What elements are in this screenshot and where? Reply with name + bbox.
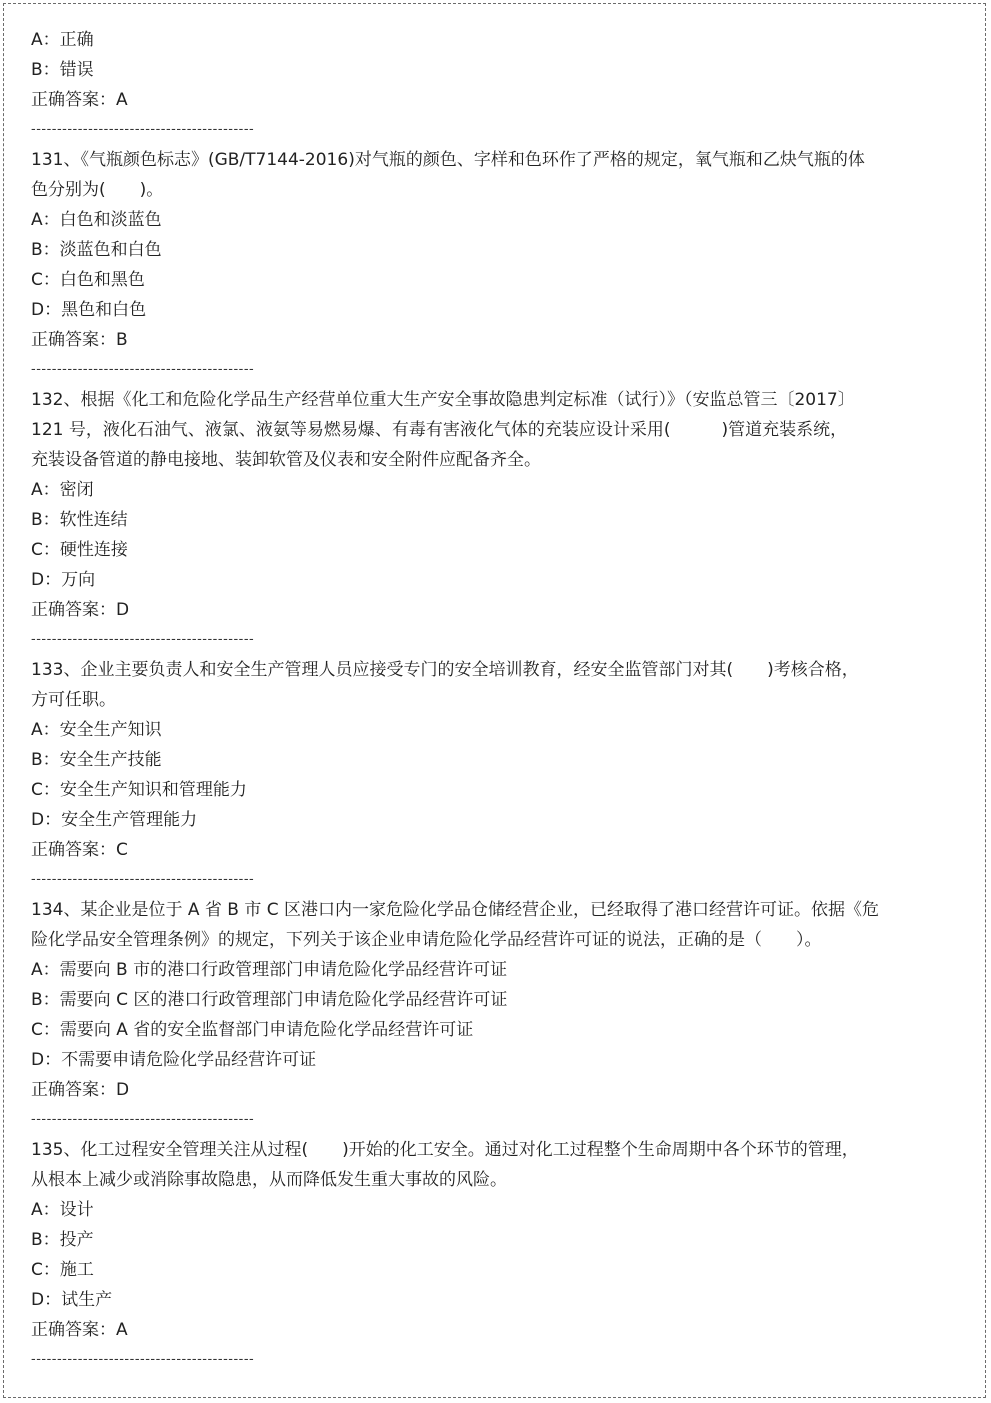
option-c: C：需要向 A 省的安全监督部门申请危险化学品经营许可证	[31, 1020, 474, 1040]
question-text: 131、《气瓶颜色标志》(GB/T7144-2016)对气瓶的颜色、字样和色环作了严格的规定，氧气瓶和乙炔气瓶的体	[31, 150, 865, 170]
separator: -------------------------------------------	[31, 1112, 255, 1127]
option-c: C：硬性连接	[31, 540, 128, 560]
separator: -------------------------------------------	[31, 632, 255, 647]
option-a: A：密闭	[31, 480, 94, 500]
option-b: B：需要向 C 区的港口行政管理部门申请危险化学品经营许可证	[31, 990, 508, 1010]
option-b: B：投产	[31, 1230, 94, 1250]
option-c: C：白色和黑色	[31, 270, 145, 290]
correct-answer: 正确答案：C	[31, 840, 128, 860]
option-b: B：安全生产技能	[31, 750, 162, 770]
question-text: 充装设备管道的静电接地、装卸软管及仪表和安全附件应配备齐全。	[31, 450, 541, 470]
question-text: 132、根据《化工和危险化学品生产经营单位重大生产安全事故隐患判定标准（试行）》（安监总管三〔2017〕	[31, 390, 855, 410]
option-b: B：软性连结	[31, 510, 128, 530]
question-text: 135、化工过程安全管理关注从过程( )开始的化工安全。通过对化工过程整个生命周期中各个环节的管理，	[31, 1140, 859, 1160]
question-132	[31, 385, 881, 655]
question-text: 色分别为( )。	[31, 180, 164, 200]
option-a: A：安全生产知识	[31, 720, 162, 740]
correct-answer: 正确答案：B	[31, 330, 128, 350]
correct-answer: 正确答案：D	[31, 1080, 130, 1100]
question-134	[31, 895, 881, 1135]
separator: -------------------------------------------	[31, 1352, 255, 1367]
option-b: B：淡蓝色和白色	[31, 240, 162, 260]
option-a: A：白色和淡蓝色	[31, 210, 162, 230]
option-d: D：不需要申请危险化学品经营许可证	[31, 1050, 317, 1070]
option-a: A：需要向 B 市的港口行政管理部门申请危险化学品经营许可证	[31, 960, 508, 980]
option-c: C：施工	[31, 1260, 94, 1280]
option-c: C：安全生产知识和管理能力	[31, 780, 247, 800]
question-text: 133、企业主要负责人和安全生产管理人员应接受专门的安全培训教育，经安全监管部门对其( )考核合格，	[31, 660, 859, 680]
option-a: A：设计	[31, 1200, 94, 1220]
question-130-tail	[31, 25, 881, 145]
separator: -------------------------------------------	[31, 362, 255, 377]
option-b: B：错误	[31, 60, 94, 80]
question-133	[31, 655, 881, 895]
separator: -------------------------------------------	[31, 872, 255, 887]
option-d: D：试生产	[31, 1290, 113, 1310]
option-d: D：黑色和白色	[31, 300, 147, 320]
option-d: D：安全生产管理能力	[31, 810, 198, 830]
correct-answer: 正确答案：A	[31, 90, 128, 110]
question-text: 方可任职。	[31, 690, 116, 710]
correct-answer: 正确答案：D	[31, 600, 130, 620]
question-text: 险化学品安全管理条例》的规定，下列关于该企业申请危险化学品经营许可证的说法，正确的是（ ）。	[31, 930, 822, 950]
question-135	[31, 1135, 881, 1375]
separator: -------------------------------------------	[31, 122, 255, 137]
question-text: 121 号，液化石油气、液氯、液氨等易燃易爆、有毒有害液化气体的充装应设计采用( )管道充装系统，	[31, 420, 848, 440]
option-d: D：万向	[31, 570, 96, 590]
question-text: 从根本上减少或消除事故隐患，从而降低发生重大事故的风险。	[31, 1170, 507, 1190]
question-text: 134、某企业是位于 A 省 B 市 C 区港口内一家危险化学品仓储经营企业，已经取得了港口经营许可证。依据《危	[31, 900, 880, 920]
option-a: A：正确	[31, 30, 94, 50]
document-body	[31, 25, 881, 1375]
correct-answer: 正确答案：A	[31, 1320, 128, 1340]
question-131	[31, 145, 881, 385]
